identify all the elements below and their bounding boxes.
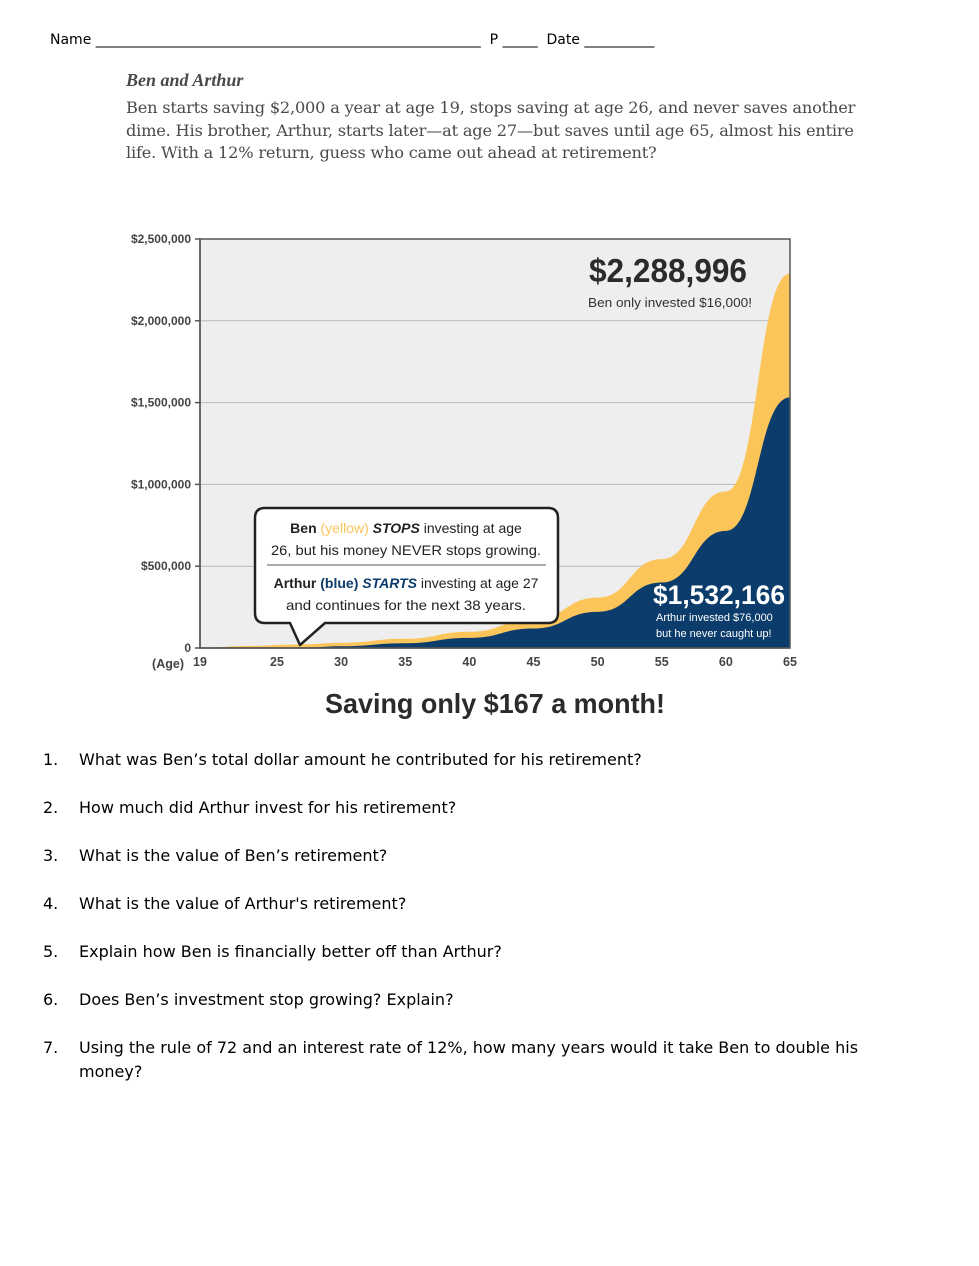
x-tick-label: 55 — [654, 655, 669, 669]
y-tick-label: $500,000 — [140, 559, 191, 574]
callout-ben-name: Ben — [290, 520, 317, 536]
question-item — [43, 988, 923, 1012]
x-axis-label: (Age) — [152, 657, 184, 671]
question-item — [43, 796, 923, 820]
y-tick-label: 0 — [184, 641, 191, 655]
name-label: Name — [50, 32, 92, 48]
savings-growth-chart — [110, 220, 810, 730]
question-item — [43, 940, 923, 964]
name-blank[interactable]: _______________________________________________________ — [95, 32, 481, 48]
period-label: P — [489, 32, 499, 48]
story-title: Ben and Arthur — [126, 70, 244, 90]
callout-arthur-line-1 — [274, 575, 539, 591]
question-item — [43, 892, 923, 916]
date-blank[interactable]: __________ — [584, 32, 655, 48]
story-block — [126, 70, 856, 165]
question-item — [43, 1036, 923, 1084]
question-text: What was Ben’s total dollar amount he contributed for his retirement? — [79, 750, 642, 769]
question-text: Using the rule of 72 and an interest rate of 12%, how many years would it take Ben to double his money? — [79, 1038, 859, 1081]
question-item — [43, 748, 923, 772]
question-text: Explain how Ben is financially better off than Arthur? — [79, 942, 502, 961]
ben-invested-note: Ben only invested $16,000! — [588, 295, 752, 310]
y-axis-ticks — [131, 232, 200, 655]
date-label: Date — [546, 32, 580, 48]
x-tick-label: 50 — [590, 655, 605, 669]
x-tick-label: 35 — [398, 655, 413, 669]
question-number: 2. — [43, 798, 59, 817]
callout-arthur-line-2: and continues for the next 38 years. — [286, 597, 526, 613]
question-item — [43, 844, 923, 868]
question-text: What is the value of Ben’s retirement? — [79, 846, 388, 865]
question-list — [43, 748, 923, 1108]
question-number: 7. — [43, 1038, 59, 1057]
callout-arthur-rest-1: investing at age 27 — [420, 575, 539, 591]
question-number: 5. — [43, 942, 59, 961]
x-tick-label: 30 — [334, 655, 349, 669]
x-tick-label: 25 — [270, 655, 284, 669]
x-tick-label: 40 — [462, 655, 477, 669]
callout-arthur-color: (blue) — [320, 575, 359, 591]
arthur-final-value: $1,532,166 — [653, 580, 785, 610]
question-text: How much did Arthur invest for his retirement? — [79, 798, 457, 817]
question-number: 4. — [43, 894, 59, 913]
callout-ben-color: (yellow) — [320, 520, 369, 536]
callout-arthur-name: Arthur — [273, 575, 317, 591]
x-tick-label: 65 — [783, 655, 797, 669]
arthur-invested-note: Arthur invested $76,000 — [656, 612, 773, 624]
question-number: 6. — [43, 990, 59, 1009]
y-tick-label: $2,500,000 — [130, 232, 191, 246]
question-number: 1. — [43, 750, 59, 769]
y-tick-label: $1,000,000 — [130, 477, 191, 492]
x-tick-label: 19 — [193, 655, 207, 669]
callout-ben-verb: STOPS — [372, 520, 420, 536]
y-tick-label: $2,000,000 — [130, 313, 191, 328]
question-text: Does Ben’s investment stop growing? Explain? — [79, 990, 454, 1009]
x-axis-ticks — [193, 655, 797, 669]
story-text: Ben starts saving $2,000 a year at age 19, stops saving at age 26, and never saves another dime. His brother, Arthur, starts later—at age 27—but saves until age 65, almost his entire life. With a 12% return, guess who came out ahead at retirement? — [126, 98, 856, 162]
callout-ben-rest-1: investing at age — [423, 520, 522, 536]
period-blank[interactable]: _____ — [502, 32, 538, 48]
x-tick-label: 45 — [526, 655, 541, 669]
question-number: 3. — [43, 846, 59, 865]
student-info-line — [50, 32, 654, 48]
chart-caption: Saving only $167 a month! — [325, 688, 665, 719]
y-tick-label: $1,500,000 — [130, 395, 191, 410]
arthur-caught-note: but he never caught up! — [656, 628, 772, 640]
x-tick-label: 60 — [718, 655, 733, 669]
ben-final-value: $2,288,996 — [589, 252, 747, 289]
callout-ben-line-1 — [290, 520, 522, 536]
callout-ben-line-2: 26, but his money NEVER stops growing. — [271, 542, 541, 558]
callout-arthur-verb: STARTS — [362, 575, 417, 591]
question-text: What is the value of Arthur's retirement? — [79, 894, 407, 913]
